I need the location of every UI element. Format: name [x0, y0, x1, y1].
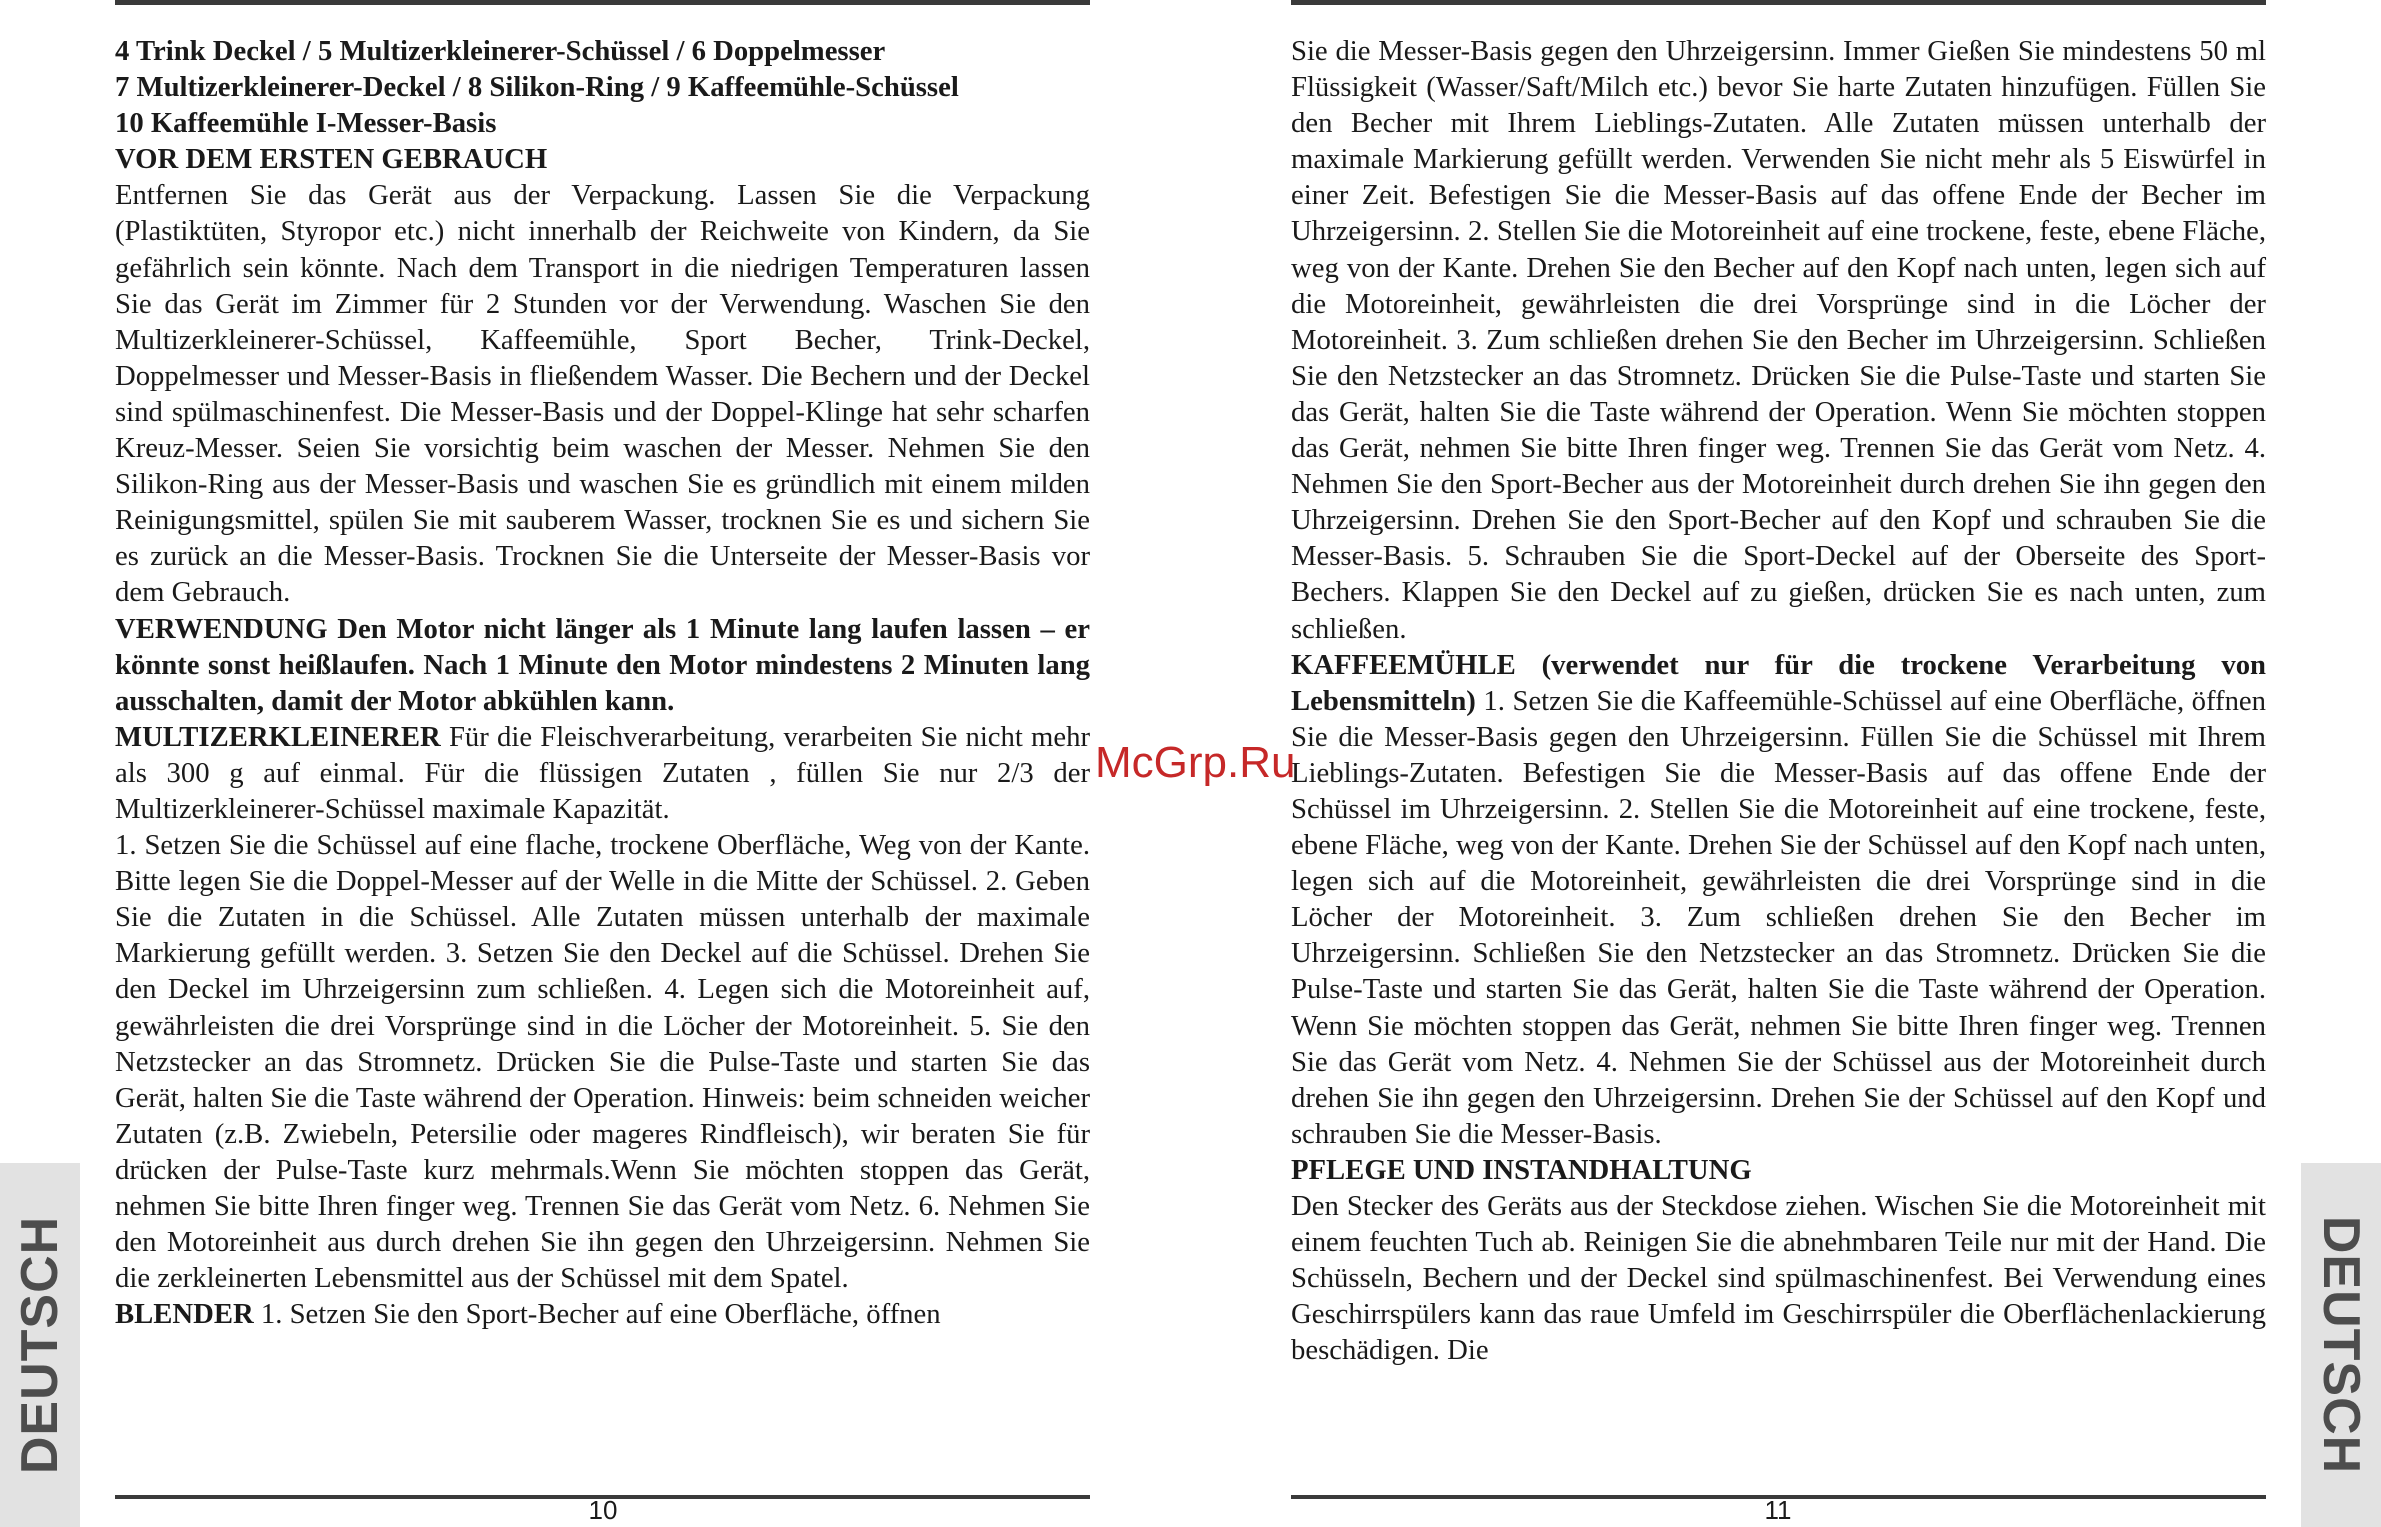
heading-care: PFLEGE UND INSTANDHALTUNG [1291, 1153, 1752, 1186]
first-use-paragraph: Entfernen Sie das Gerät aus der Verpackung. Lassen Sie die Verpackung (Plastiktüten, Styropor etc.) nicht innerhalb der Reichweite von Kindern, da Sie gefährlich sein könnte. Nach dem Transport in die niedrigen Temperaturen lassen Sie das Gerät im Zimmer für 2 Stunden vor der Verwendung. Waschen Sie den Multizerkleinerer-Schüssel, Kaffeemühle, Sport Becher, Trink-Deckel, Doppelmesser und Messer-Basis in fließendem Wasser. Die Bechern und der Deckel sind spülmaschinenfest. Die Messer-Basis und der Doppel-Klinge hat sehr scharfen Kreuz-Messer. Seien Sie vorsichtig beim waschen der Messer. Nehmen Sie den Silikon-Ring aus der Messer-Basis und waschen Sie es gründlich mit einem milden Reinigungsmittel, spülen Sie mit sauberem Wasser, trocknen Sie es und sichern Sie es zurück an die Messer-Basis. Trocknen Sie die Unterseite der Messer-Basis vor dem Gebrauch. [115, 179, 1090, 609]
page-number-right: 11 [1764, 1495, 1792, 1525]
blender-continued-paragraph: Sie die Messer-Basis gegen den Uhrzeigersinn. Immer Gießen Sie mindestens 50 ml Flüssigkeit (Wasser/Saft/Milch etc.) bevor Sie harte Zutaten hinzufügen. Füllen Sie den Becher mit Ihrem Lieblings-Zutaten. Alle Zutaten müssen unterhalb der maximale Markierung gefüllt werden. Verwenden Sie nicht mehr als 5 Eiswürfel in einer Zeit. Befestigen Sie die Messer-Basis auf das offene Ende der Becher im Uhrzeigersinn. 2. Stellen Sie die Motoreinheit auf eine trockene, feste, ebene Fläche, weg von der Kante. Drehen Sie den Becher auf den Kopf nach unten, legen sich auf die Motoreinheit, gewährleisten die drei Vorsprünge sind in die Löcher der Motoreinheit. 3. Zum schließen drehen Sie den Becher im Uhrzeigersinn. Schließen Sie den Netzstecker an das Stromnetz. Drücken Sie die Pulse-Taste und starten Sie das Gerät, halten Sie die Taste während der Operation. Wenn Sie möchten stoppen das Gerät, nehmen Sie bitte Ihren finger weg. Trennen Sie das Gerät vom Netz. 4. Nehmen Sie den Sport-Becher aus der Motoreinheit durch drehen Sie ihn gegen den Uhrzeigersinn. Drehen Sie den Sport-Becher auf den Kopf und schrauben Sie die Messer-Basis. 5. Schrauben Sie die Sport-Deckel auf der Oberseite des Sport-Bechers. Klappen Sie den Deckel auf zu gießen, drücken Sie es nach unten, zum schließen. [1291, 35, 2266, 645]
heading-first-use: VOR DEM ERSTEN GEBRAUCH [115, 143, 548, 176]
left-top-rule [115, 0, 1090, 5]
header-parts-line-1: 4 Trink Deckel / 5 Multizerkleinerer-Schüssel / 6 Doppelmesser [115, 35, 886, 67]
language-side-tab-right [2301, 1163, 2381, 1527]
language-label-right: DEUTSCH [2312, 1215, 2370, 1475]
usage-warning: VERWENDUNG Den Motor nicht länger als 1 Minute lang laufen lassen – er könnte sonst heißlaufen. Nach 1 Minute den Motor mindestens 2 Minuten lang ausschalten, damit der Motor abkühlen kann. [115, 612, 1090, 717]
chopper-intro-text: Für die Fleischverarbeitung, verarbeiten Sie nicht mehr als 300 g auf einmal. Für die flüssigen Zutaten , füllen Sie nur 2/3 der Multizerkleinerer-Schüssel maximale Kapazität. [115, 720, 1090, 825]
right-page-column [1291, 33, 2266, 1368]
blender-start-paragraph [115, 1296, 1090, 1332]
blender-start-text: 1. Setzen Sie den Sport-Becher auf eine Oberfläche, öffnen [260, 1298, 941, 1331]
page-number-left: 10 [588, 1495, 618, 1525]
language-side-tab-left [0, 1163, 80, 1527]
language-label-left: DEUTSCH [11, 1215, 69, 1475]
care-paragraph: Den Stecker des Geräts aus der Steckdose ziehen. Wischen Sie die Motoreinheit mit einem feuchten Tuch ab. Reinigen Sie die abnehmbaren Teile nur mit der Hand. Die Schüsseln, Bechern und der Deckel sind spülmaschinenfest. Bei Verwendung eines Geschirrspülers kann das raue Umfeld im Geschirrspüler die Oberflächenlackierung beschädigen. Die [1291, 1190, 2266, 1367]
chopper-steps-paragraph: 1. Setzen Sie die Schüssel auf eine flache, trockene Oberfläche, Weg von der Kante. Bitte legen Sie die Doppel-Messer auf der Welle in die Mitte der Schüssel. 2. Geben Sie die Zutaten in die Schüssel. Alle Zutaten müssen unterhalb der maximale Markierung gefüllt werden. 3. Setzen Sie den Deckel auf die Schüssel. Drehen Sie den Deckel im Uhrzeigersinn zum schließen. 4. Legen sich die Motoreinheit auf, gewährleisten die drei Vorsprünge sind in die Löcher der Motoreinheit. 5. Sie den Netzstecker an das Stromnetz. Drücken Sie die Pulse-Taste und starten Sie das Gerät, halten Sie die Taste während der Operation. Hinweis: beim schneiden weicher Zutaten (z.B. Zwiebeln, Petersilie oder mageres Rindfleisch), wir beraten Sie für drücken der Pulse-Taste kurz mehrmals.Wenn Sie möchten stoppen das Gerät, nehmen Sie bitte Ihren finger weg. Trennen Sie das Gerät vom Netz. 6. Nehmen Sie den Motoreinheit aus durch drehen Sie ihn gegen den Uhrzeigersinn. Nehmen Sie die zerkleinerten Lebensmittel aus der Schüssel mit dem Spatel. [115, 829, 1090, 1295]
header-parts-line-2: 7 Multizerkleinerer-Deckel / 8 Silikon-Ring / 9 Kaffeemühle-Schüssel [115, 71, 959, 104]
grinder-paragraph [1291, 647, 2266, 1152]
left-page-column [115, 33, 1090, 1332]
chopper-intro-paragraph [115, 719, 1090, 827]
heading-chopper: MULTIZERKLEINERER [115, 720, 441, 753]
site-watermark: McGrp.Ru [1095, 738, 1296, 787]
right-top-rule [1291, 0, 2266, 5]
heading-grinder: KAFFEEMÜHLE (verwendet nur für die trockene Verarbeitung von Lebensmitteln) [1291, 648, 2266, 717]
grinder-steps-text: 1. Setzen Sie die Kaffeemühle-Schüssel auf eine Oberfläche, öffnen Sie die Messer-Basis gegen den Uhrzeigersinn. Füllen Sie die Schüssel mit Ihrem Lieblings-Zutaten. Befestigen Sie die Messer-Basis auf das offene Ende der Schüssel im Uhrzeigersinn. 2. Stellen Sie die Motoreinheit auf eine trockene, feste, ebene Fläche, weg von der Kante. Drehen Sie der Schüssel auf den Kopf nach unten, legen sich auf die Motoreinheit, gewährleisten die drei Vorsprünge sind in die Löcher der Motoreinheit. 3. Zum schließen drehen Sie den Becher im Uhrzeigersinn. Schließen Sie den Netzstecker an das Stromnetz. Drücken Sie die Pulse-Taste und starten Sie das Gerät, halten Sie die Taste während der Operation. Wenn Sie möchten stoppen das Gerät, nehmen Sie bitte Ihren finger weg. Trennen Sie das Gerät vom Netz. 4. Nehmen Sie der Schüssel aus der Motoreinheit durch drehen Sie ihn gegen den Uhrzeigersinn. Drehen Sie der Schüssel auf den Kopf und schrauben Sie die Messer-Basis. [1291, 684, 2267, 1150]
heading-blender: BLENDER [115, 1298, 254, 1331]
header-parts-line-3: 10 Kaffeemühle I-Messer-Basis [115, 107, 497, 140]
